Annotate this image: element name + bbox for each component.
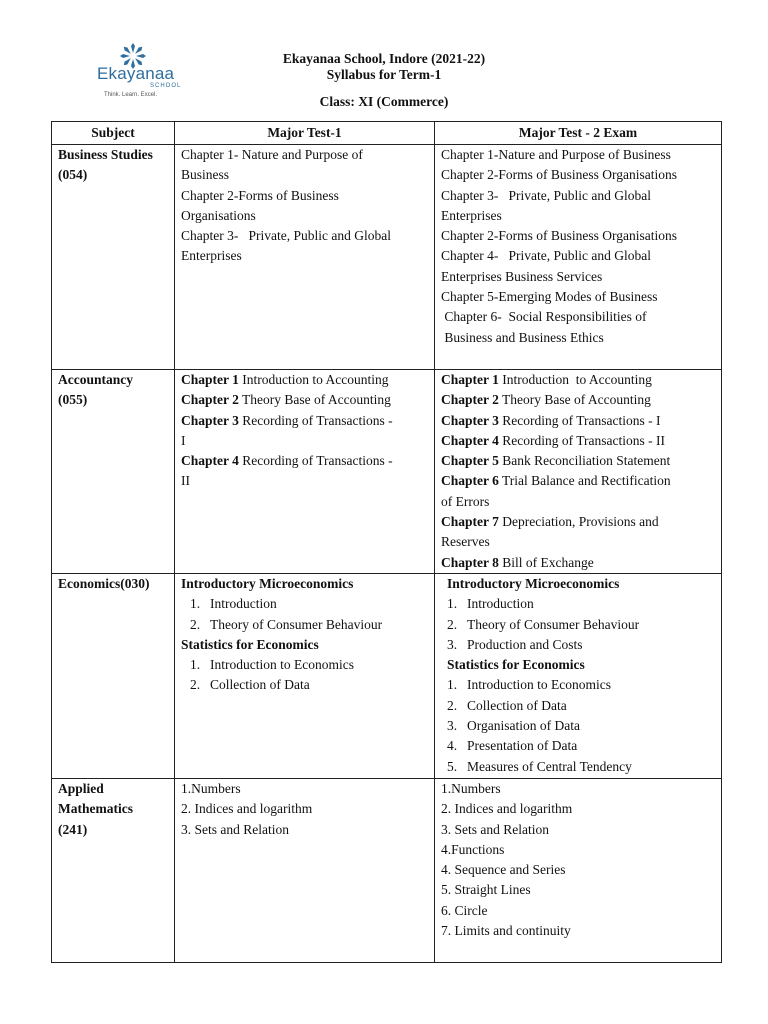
subject-name: Business Studies [58, 147, 153, 162]
topic-line: 4. Sequence and Series [441, 862, 566, 878]
topic-line [181, 411, 428, 431]
topic-line: Chapter 3- Private, Public and Global [181, 228, 391, 244]
column-header-test2: Major Test - 2 Exam [435, 122, 722, 145]
subject-name: Mathematics [58, 801, 133, 817]
chapter-title: Bill of Exchange [498, 554, 594, 570]
chapter-title: Theory Base of Accounting [498, 392, 651, 408]
topic-line: 7. Limits and continuity [441, 923, 571, 939]
topic-line: 3. Sets and Relation [441, 821, 549, 837]
topic-line [441, 411, 715, 431]
topic-line: 1.Numbers [181, 780, 241, 796]
section-heading: Introductory Microeconomics [181, 575, 354, 591]
list-text: Organisation of Data [467, 718, 580, 734]
topic-line: Enterprises [441, 207, 502, 223]
chapter-title: Reserves [441, 534, 490, 550]
list-item [181, 675, 428, 695]
topic-line: 2. Indices and logarithm [181, 801, 313, 817]
list-item [441, 757, 715, 777]
list-item [441, 736, 715, 756]
list-text: Introduction [210, 596, 277, 612]
list-number: 2. [190, 616, 201, 632]
chapter-title: Bank Reconciliation Statement [498, 453, 671, 469]
list-item [441, 594, 715, 614]
section-heading: Statistics for Economics [181, 636, 319, 652]
logo-tagline: Think. Learn. Excel. [104, 92, 158, 98]
list-item [181, 655, 428, 675]
section-heading: Introductory Microeconomics [447, 575, 620, 591]
topic-line: 3. Sets and Relation [181, 821, 289, 837]
chapter-title: Theory Base of Accounting [238, 392, 391, 408]
topic-line [441, 492, 715, 512]
list-text: Production and Costs [467, 636, 583, 652]
topic-line [441, 512, 715, 532]
test1-cell [175, 778, 435, 962]
topic-line [181, 370, 428, 390]
topic-line [441, 370, 715, 390]
topic-line: Chapter 6- Social Responsibilities of [441, 309, 647, 325]
list-text: Theory of Consumer Behaviour [210, 616, 383, 632]
list-item [441, 675, 715, 695]
chapter-title: Introduction to Accounting [498, 372, 652, 387]
subject-cell [52, 778, 175, 962]
chapter-title: of Errors [441, 493, 490, 509]
list-text: Introduction [467, 596, 534, 612]
chapter-label: Chapter 4 [181, 453, 239, 469]
topic-line [441, 390, 715, 410]
list-number: 3. [447, 636, 458, 652]
list-number: 5. [447, 758, 458, 774]
subject-code: (055) [58, 392, 88, 408]
table-header-row [52, 122, 722, 145]
test1-cell [175, 370, 435, 574]
chapter-label: Chapter 2 [181, 392, 239, 408]
topic-line [441, 471, 715, 491]
topic-line: Business and Business Ethics [441, 329, 604, 345]
list-item [181, 594, 428, 614]
topic-line: Chapter 1- Nature and Purpose of [181, 147, 363, 162]
list-text: Theory of Consumer Behaviour [467, 616, 640, 632]
test1-cell [175, 573, 435, 778]
list-number: 2. [447, 697, 458, 713]
topic-line: Business [181, 167, 230, 183]
document-subtitle: Syllabus for Term-1 [326, 67, 442, 82]
chapter-title: Recording of Transactions - [238, 453, 393, 469]
topic-line: Chapter 3- Private, Public and Global [441, 187, 651, 203]
topic-line [441, 431, 715, 451]
test2-cell [435, 370, 722, 574]
list-text: Collection of Data [467, 697, 567, 713]
topic-line: Chapter 2-Forms of Business Organisations [441, 167, 677, 183]
chapter-title: Recording of Transactions - [238, 412, 393, 428]
subject-name: Economics(030) [58, 575, 150, 591]
test1-cell [175, 145, 435, 370]
chapter-label: Chapter 8 [441, 554, 499, 570]
list-text: Collection of Data [210, 677, 310, 693]
list-item [181, 615, 428, 635]
logo-school: SCHOOL [150, 83, 182, 89]
chapter-label: Chapter 3 [441, 412, 499, 428]
class-heading: Class: XI (Commerce) [319, 94, 449, 109]
list-number: 1. [190, 596, 201, 612]
topic-line [181, 451, 428, 471]
topic-line: Chapter 2-Forms of Business [181, 187, 339, 203]
subject-code: (054) [58, 167, 88, 183]
topic-line [181, 390, 428, 410]
topic-line: 2. Indices and logarithm [441, 801, 573, 817]
chapter-label: Chapter 1 [441, 372, 499, 387]
topic-line [441, 553, 715, 573]
subject-name: Applied [58, 780, 104, 796]
list-text: Presentation of Data [467, 738, 578, 754]
document-title: Ekayanaa School, Indore (2021-22) [282, 51, 486, 66]
list-item [441, 635, 715, 655]
chapter-title: Recording of Transactions - II [498, 432, 665, 448]
test2-cell [435, 573, 722, 778]
chapter-label: Chapter 7 [441, 514, 499, 530]
topic-line: Chapter 1-Nature and Purpose of Business [441, 147, 671, 162]
topic-line: Organisations [181, 207, 256, 223]
list-number: 2. [190, 677, 201, 693]
chapter-title: Introduction to Accounting [238, 372, 389, 387]
chapter-label: Chapter 2 [441, 392, 499, 408]
topic-line [181, 431, 428, 451]
subject-cell [52, 145, 175, 370]
chapter-label: Chapter 1 [181, 372, 239, 387]
topic-line: 1.Numbers [441, 780, 501, 796]
chapter-title: I [181, 432, 186, 448]
chapter-title: Recording of Transactions - I [498, 412, 661, 428]
list-number: 1. [447, 596, 458, 612]
list-text: Introduction to Economics [210, 657, 354, 673]
topic-line: Chapter 4- Private, Public and Global [441, 248, 651, 264]
chapter-title: Depreciation, Provisions and [498, 514, 659, 530]
chapter-label: Chapter 5 [441, 453, 499, 469]
column-header-subject: Subject [52, 122, 175, 145]
list-item [441, 696, 715, 716]
column-header-test1: Major Test-1 [175, 122, 435, 145]
list-number: 4. [447, 738, 458, 754]
topic-line [441, 532, 715, 552]
topic-line: 4.Functions [441, 841, 505, 857]
list-text: Introduction to Economics [467, 677, 611, 693]
logo-name: Ekayanaa [97, 64, 175, 83]
chapter-title: Trial Balance and Rectification [498, 473, 671, 489]
chapter-label: Chapter 6 [441, 473, 499, 489]
test2-cell [435, 778, 722, 962]
list-text: Measures of Central Tendency [467, 758, 632, 774]
topic-line: Chapter 2-Forms of Business Organisations [441, 228, 677, 244]
topic-line: 6. Circle [441, 902, 488, 918]
list-number: 1. [447, 677, 458, 693]
list-number: 1. [190, 657, 201, 673]
chapter-label: Chapter 4 [441, 432, 499, 448]
topic-line [441, 451, 715, 471]
chapter-title: II [181, 473, 190, 489]
test2-cell [435, 145, 722, 370]
topic-line: 5. Straight Lines [441, 882, 531, 898]
topic-line: Enterprises Business Services [441, 268, 603, 284]
table-row-accountancy [52, 370, 722, 574]
table-row-applied-mathematics [52, 778, 722, 962]
list-item [441, 615, 715, 635]
subject-name: Accountancy [58, 372, 133, 387]
list-item [441, 716, 715, 736]
section-heading: Statistics for Economics [447, 657, 585, 673]
topic-line: Chapter 5-Emerging Modes of Business [441, 289, 658, 305]
topic-line: Enterprises [181, 248, 242, 264]
chapter-label: Chapter 3 [181, 412, 239, 428]
topic-line [181, 471, 428, 491]
subject-code: (241) [58, 821, 88, 837]
list-number: 2. [447, 616, 458, 632]
subject-cell [52, 573, 175, 778]
list-number: 3. [447, 718, 458, 734]
subject-cell [52, 370, 175, 574]
table-row-economics [52, 573, 722, 778]
table-row-business-studies [52, 145, 722, 370]
syllabus-table [51, 121, 722, 963]
